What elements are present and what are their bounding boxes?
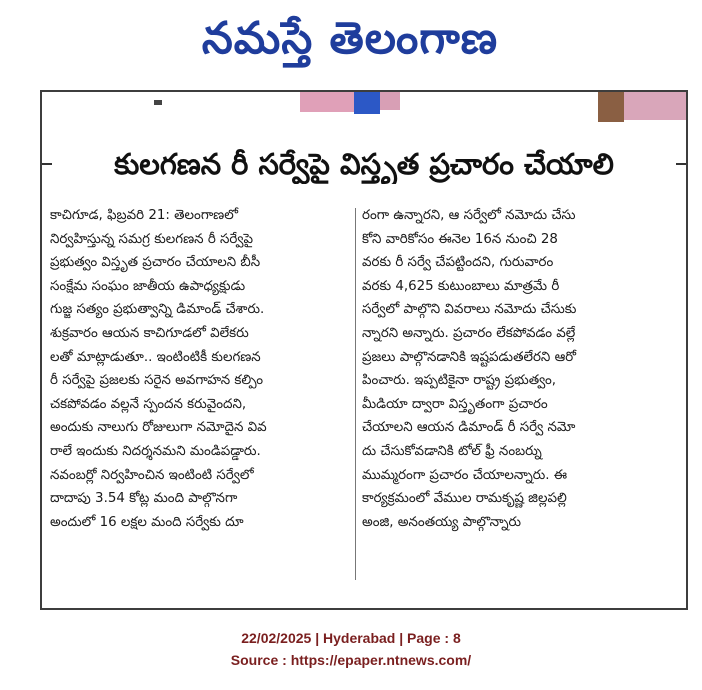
text-line: కోని వారికోసం ఈనెల 16న నుంచి 28 xyxy=(362,231,558,247)
text-line: దు చేసుకోవడానికి టోల్ ఫ్రీ నంబర్ను xyxy=(362,443,542,459)
article-headline: కులగణన రీ సర్వేపై విస్తృత ప్రచారం చేయాలి xyxy=(114,147,614,181)
column-divider xyxy=(355,208,356,580)
text-line: చకపోవడం వల్లనే స్పందన కరువైందని, xyxy=(50,396,247,412)
article-clipping xyxy=(40,90,688,610)
photo-fragment xyxy=(624,92,686,120)
text-line: అంజి, అనంతయ్య పాల్గొన్నారు xyxy=(362,514,522,530)
text-line: నిర్వహిస్తున్న సమగ్ర కులగణన రీ సర్వేపై xyxy=(50,231,254,247)
text-line: రీ సర్వేపై ప్రజలకు సరైన అవగాహన కల్పిం xyxy=(50,373,264,389)
text-line: రంగా ఉన్నారని, ఆ సర్వేలో నమోదు చేసు xyxy=(362,208,576,223)
article-column-left xyxy=(50,204,350,534)
text-line: ప్రజలు పాల్గొనడానికి ఇష్టపడుతలేరని ఆరో xyxy=(362,349,577,365)
photo-fragment xyxy=(354,92,380,114)
text-line: అందుకు నాలుగు రోజులుగా నమోదైన వివ xyxy=(50,420,267,436)
text-line: చేయాలని ఆయన డిమాండ్ రీ సర్వే నమో xyxy=(362,420,576,436)
text-line: కాచిగూడ, ఫిబ్రవరి 21: తెలంగాణలో xyxy=(50,208,239,223)
text-line: ప్రభుత్వం విస్తృత ప్రచారం చేయాలని బీసీ xyxy=(50,255,261,271)
text-line: లతో మాట్లాడుతూ.. ఇంటింటికీ కులగణన xyxy=(50,349,261,365)
article-column-right xyxy=(362,204,662,534)
photo-fragment xyxy=(300,92,354,112)
newspaper-masthead: నమస్తే తెలంగాణ xyxy=(201,13,499,64)
text-line: సంక్షేమ సంఘం జాతీయ ఉపాధ్యక్షుడు xyxy=(50,278,246,294)
text-line: న్నారని అన్నారు. ప్రచారం లేకపోవడం వల్లే xyxy=(362,325,576,341)
text-line: అందులో 16 లక్షల మంది సర్వేకు దూ xyxy=(50,514,244,530)
text-line: మీడియా ద్వారా విస్తృతంగా ప్రచారం xyxy=(362,396,548,412)
text-line: రాలే ఇందుకు నిదర్శనమని మండిపడ్డారు. xyxy=(50,443,261,459)
cropped-photo-strip xyxy=(42,92,686,130)
photo-fragment xyxy=(154,100,162,105)
text-line: వరకు రీ సర్వే చేపట్టిందని, గురువారం xyxy=(362,255,554,271)
photo-fragment xyxy=(598,92,624,122)
text-line: గుజ్జ సత్యం ప్రభుత్వాన్ని డిమాండ్ చేశారు. xyxy=(50,302,265,318)
text-line: వరకు 4,625 కుటుంబాలు మాత్రమే రీ xyxy=(362,278,560,294)
text-line: శుక్రవారం ఆయన కాచిగూడలో విలేకరు xyxy=(50,325,249,341)
headline-rule-right xyxy=(676,163,686,165)
text-line: నవంబర్లో నిర్వహించిన ఇంటింటి సర్వేలో xyxy=(50,467,254,483)
photo-fragment xyxy=(380,92,400,110)
text-line: ముమ్మరంగా ప్రచారం చేయాలన్నారు. ఈ xyxy=(362,467,568,483)
text-line: సర్వేలో పాల్గొని వివరాలు నమోదు చేసుకు xyxy=(362,302,577,318)
footer-source-link[interactable]: Source : https://epaper.ntnews.com/ xyxy=(230,652,472,668)
text-line: పించారు. ఇప్పటికైనా రాష్ట్ర ప్రభుత్వం, xyxy=(362,373,557,389)
text-line: కార్యక్రమంలో వేముల రామకృష్ణ జిల్లపల్లి xyxy=(362,491,567,507)
text-line: దాదాపు 3.54 కోట్ల మంది పాల్గొనగా xyxy=(50,491,238,507)
footer-publication-info: 22/02/2025 | Hyderabad | Page : 8 xyxy=(241,630,461,646)
